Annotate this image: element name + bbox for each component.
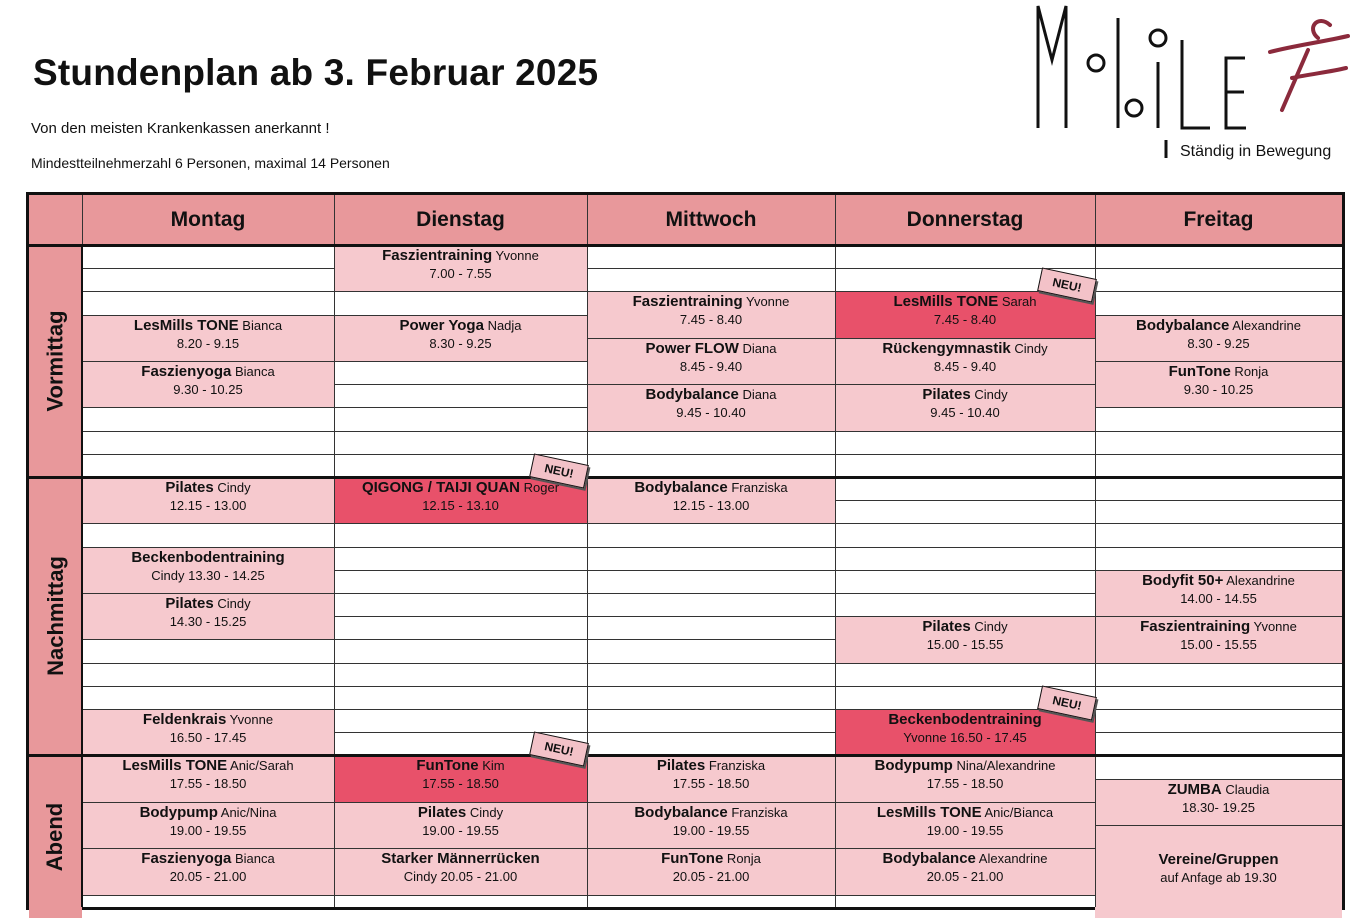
slot-divider bbox=[587, 709, 835, 710]
class-time: 17.55 - 18.50 bbox=[926, 776, 1004, 792]
day-header-donnerstag: Donnerstag bbox=[835, 195, 1095, 245]
class-name: Pilates bbox=[417, 803, 467, 821]
class-trainer: Yvonne bbox=[742, 294, 790, 310]
page-title: Stundenplan ab 3. Februar 2025 bbox=[33, 52, 599, 93]
class-trainer: Franziska bbox=[727, 480, 788, 495]
class-name: Faszienyoga bbox=[141, 363, 232, 380]
slot-divider bbox=[1095, 523, 1342, 524]
class-trainer: Alexandrine bbox=[975, 851, 1048, 867]
class-cell bbox=[587, 338, 835, 384]
class-title-line bbox=[1095, 851, 1342, 869]
header-corner bbox=[29, 195, 82, 245]
slot-divider bbox=[587, 384, 835, 385]
class-time: 9.45 - 10.40 bbox=[930, 405, 1000, 421]
class-name: Pilates bbox=[922, 618, 971, 636]
class-title-line bbox=[1095, 618, 1342, 636]
slot-divider bbox=[835, 500, 1095, 501]
class-time: 8.20 - 9.15 bbox=[176, 335, 240, 351]
class-title-line bbox=[835, 850, 1095, 868]
slot-divider bbox=[82, 663, 334, 664]
slot-divider bbox=[835, 338, 1095, 339]
class-time: 12.15 - 13.10 bbox=[422, 498, 499, 513]
class-trainer: Sarah bbox=[998, 294, 1037, 310]
slot-divider bbox=[82, 361, 334, 362]
slot-divider bbox=[82, 802, 334, 803]
class-time: auf Anfage ab 19.30 bbox=[1160, 870, 1277, 885]
class-trainer: Cindy bbox=[1010, 340, 1048, 356]
class-trainer: Yvonne bbox=[226, 712, 274, 727]
slot-divider bbox=[835, 570, 1095, 571]
class-time: 8.30 - 9.25 bbox=[429, 335, 492, 351]
slot-divider bbox=[1095, 825, 1342, 826]
class-name: Bodypump bbox=[874, 757, 953, 775]
slot-divider bbox=[587, 523, 835, 524]
slot-divider bbox=[587, 639, 835, 640]
column-divider bbox=[587, 195, 588, 907]
class-trainer: Yvonne bbox=[1250, 619, 1297, 635]
class-cell bbox=[835, 384, 1095, 430]
class-cell bbox=[334, 477, 587, 523]
class-cell bbox=[587, 848, 835, 894]
slot-divider bbox=[334, 848, 587, 849]
class-cell bbox=[82, 593, 334, 639]
period-label-vormittag bbox=[29, 245, 82, 477]
class-trainer: Cindy bbox=[213, 596, 251, 611]
class-trainer: Nadja bbox=[483, 317, 522, 333]
slot-divider bbox=[82, 593, 334, 594]
class-trainer: Cindy bbox=[970, 619, 1008, 635]
slot-divider bbox=[334, 454, 587, 455]
slot-divider bbox=[835, 593, 1095, 594]
class-cell bbox=[334, 315, 587, 361]
class-trainer: Diana bbox=[738, 340, 777, 356]
slot-divider bbox=[835, 802, 1095, 803]
period-divider bbox=[29, 244, 1342, 247]
class-cell bbox=[835, 848, 1095, 894]
class-time: 20.05 - 21.00 bbox=[169, 869, 247, 885]
class-time: 9.30 - 10.25 bbox=[173, 382, 243, 397]
logo-tagline: Ständig in Bewegung bbox=[1180, 143, 1332, 160]
class-cell bbox=[587, 291, 835, 337]
slot-divider bbox=[1095, 547, 1342, 548]
slot-divider bbox=[835, 616, 1095, 617]
class-trainer: Anic/Sarah bbox=[227, 758, 294, 774]
period-label-abend bbox=[29, 755, 82, 917]
class-cell bbox=[82, 361, 334, 407]
slot-divider bbox=[835, 663, 1095, 664]
slot-divider bbox=[334, 407, 587, 408]
class-trainer: Franziska bbox=[727, 804, 788, 820]
class-cell bbox=[835, 616, 1095, 662]
class-title-line bbox=[587, 757, 835, 775]
class-title-line bbox=[835, 804, 1095, 822]
period-text: Nachmittag bbox=[42, 556, 68, 677]
class-title-line bbox=[835, 293, 1095, 311]
class-title-line bbox=[334, 479, 587, 497]
class-time: 19.00 - 19.55 bbox=[926, 822, 1004, 838]
slot-divider bbox=[835, 523, 1095, 524]
class-time: 19.00 - 19.55 bbox=[422, 822, 499, 838]
slot-divider bbox=[82, 895, 334, 896]
slot-divider bbox=[82, 686, 334, 687]
slot-divider bbox=[835, 268, 1095, 269]
class-time: 8.45 - 9.40 bbox=[679, 358, 743, 374]
class-trainer: Cindy bbox=[466, 804, 504, 820]
class-cell bbox=[334, 802, 587, 848]
class-trainer: Alexandrine bbox=[1229, 317, 1301, 333]
class-name: Power Yoga bbox=[399, 316, 484, 334]
class-name: Bodypump bbox=[139, 803, 218, 821]
class-name: Pilates bbox=[165, 479, 214, 496]
class-name: Beckenbodentraining bbox=[888, 711, 1042, 728]
class-cell bbox=[82, 315, 334, 361]
class-name: Feldenkrais bbox=[142, 711, 227, 728]
class-time: Cindy 20.05 - 21.00 bbox=[403, 869, 518, 885]
slot-divider bbox=[334, 732, 587, 733]
slot-divider bbox=[835, 547, 1095, 548]
slot-divider bbox=[1095, 431, 1342, 432]
slot-divider bbox=[587, 686, 835, 687]
class-time: 7.00 - 7.55 bbox=[429, 266, 492, 281]
slot-divider bbox=[82, 454, 334, 455]
class-name: Bodybalance bbox=[1136, 316, 1230, 334]
slot-divider bbox=[334, 895, 587, 896]
class-cell bbox=[835, 802, 1095, 848]
class-time: 17.55 - 18.50 bbox=[672, 776, 750, 792]
class-name: FunTone bbox=[416, 757, 479, 775]
class-time: 9.30 - 10.25 bbox=[1183, 382, 1254, 397]
slot-divider bbox=[587, 454, 835, 455]
class-trainer: Anic/Nina bbox=[217, 804, 277, 820]
slot-divider bbox=[334, 315, 587, 316]
new-badge: NEU! bbox=[1037, 268, 1097, 303]
slot-divider bbox=[587, 895, 835, 896]
class-time: 14.00 - 14.55 bbox=[1180, 590, 1257, 606]
class-cell bbox=[587, 755, 835, 801]
class-cell bbox=[1095, 361, 1342, 407]
class-cell bbox=[82, 755, 334, 801]
slot-divider bbox=[587, 547, 835, 548]
class-time: 15.00 - 15.55 bbox=[1180, 637, 1257, 653]
class-trainer: Roger bbox=[520, 480, 560, 495]
class-title-line bbox=[835, 757, 1095, 775]
column-divider bbox=[835, 195, 836, 907]
day-header-mittwoch: Mittwoch bbox=[587, 195, 835, 245]
slot-divider bbox=[1095, 570, 1342, 571]
class-trainer: Franziska bbox=[705, 758, 766, 774]
slot-divider bbox=[835, 848, 1095, 849]
class-title-line bbox=[82, 804, 334, 822]
slot-divider bbox=[334, 709, 587, 710]
class-title-line bbox=[82, 711, 334, 729]
slot-divider bbox=[1095, 268, 1342, 269]
class-cell bbox=[82, 802, 334, 848]
slot-divider bbox=[82, 709, 334, 710]
class-title-line bbox=[1095, 781, 1342, 799]
period-divider bbox=[29, 476, 1342, 479]
class-name: FunTone bbox=[661, 850, 724, 868]
slot-divider bbox=[1095, 454, 1342, 455]
class-cell bbox=[1095, 779, 1342, 825]
class-title-line bbox=[1095, 363, 1342, 381]
class-trainer: Ronja bbox=[723, 851, 761, 867]
slot-divider bbox=[587, 268, 835, 269]
slot-divider bbox=[1095, 616, 1342, 617]
class-cell bbox=[334, 245, 587, 291]
class-title-line bbox=[82, 595, 334, 613]
slot-divider bbox=[1095, 686, 1342, 687]
class-cell bbox=[82, 709, 334, 755]
class-trainer: Cindy bbox=[213, 480, 251, 495]
class-title-line bbox=[835, 711, 1095, 729]
class-title-line bbox=[1095, 572, 1342, 590]
class-time: Cindy 13.30 - 14.25 bbox=[151, 567, 265, 583]
slot-divider bbox=[1095, 732, 1342, 733]
slot-divider bbox=[82, 523, 334, 524]
class-title-line bbox=[835, 618, 1095, 636]
class-title-line bbox=[587, 804, 835, 822]
class-time: 18.30- 19.25 bbox=[1181, 799, 1255, 815]
slot-divider bbox=[587, 802, 835, 803]
class-title-line bbox=[82, 757, 334, 775]
class-title-line bbox=[835, 340, 1095, 358]
day-header-montag: Montag bbox=[82, 195, 334, 245]
label-column-divider bbox=[81, 245, 83, 907]
slot-divider bbox=[587, 616, 835, 617]
class-title-line bbox=[82, 317, 334, 335]
class-trainer: Yvonne bbox=[492, 248, 539, 263]
class-time: 17.55 - 18.50 bbox=[422, 776, 499, 792]
class-cell bbox=[587, 384, 835, 430]
class-time: 17.55 - 18.50 bbox=[169, 776, 247, 792]
slot-divider bbox=[587, 338, 835, 339]
class-time: 16.50 - 17.45 bbox=[169, 730, 247, 745]
slot-divider bbox=[334, 663, 587, 664]
class-name: LesMills TONE bbox=[893, 293, 999, 311]
class-time: 12.15 - 13.00 bbox=[169, 498, 247, 513]
subtitle-insurance: Von den meisten Krankenkassen anerkannt ! bbox=[31, 120, 330, 137]
class-title-line bbox=[587, 340, 835, 358]
class-name: Vereine/Gruppen bbox=[1158, 851, 1279, 868]
new-badge: NEU! bbox=[529, 732, 589, 767]
class-trainer: Bianca bbox=[231, 851, 275, 867]
slot-divider bbox=[334, 686, 587, 687]
slot-divider bbox=[334, 802, 587, 803]
class-time: 7.45 - 8.40 bbox=[679, 312, 743, 328]
class-name: Pilates bbox=[656, 757, 706, 775]
slot-divider bbox=[587, 570, 835, 571]
class-name: Faszientraining bbox=[1140, 618, 1251, 636]
slot-divider bbox=[334, 523, 587, 524]
class-time: 8.30 - 9.25 bbox=[1187, 335, 1250, 351]
class-name: Rückengymnastik bbox=[882, 339, 1011, 357]
class-name: LesMills TONE bbox=[133, 316, 239, 334]
slot-divider bbox=[82, 291, 334, 292]
slot-divider bbox=[587, 431, 835, 432]
class-cell bbox=[835, 755, 1095, 801]
class-title-line bbox=[82, 850, 334, 868]
class-time: 15.00 - 15.55 bbox=[926, 637, 1004, 653]
slot-divider bbox=[835, 895, 1095, 896]
slot-divider bbox=[1095, 663, 1342, 664]
class-title-line bbox=[334, 804, 587, 822]
class-cell bbox=[835, 709, 1095, 755]
class-name: ZUMBA bbox=[1167, 780, 1222, 798]
column-divider bbox=[1095, 195, 1096, 907]
class-cell bbox=[1095, 570, 1342, 616]
class-title-line bbox=[587, 293, 835, 311]
class-title-line bbox=[835, 386, 1095, 404]
period-label-nachmittag bbox=[29, 477, 82, 755]
class-trainer: Kim bbox=[478, 758, 505, 774]
class-name: Bodybalance bbox=[645, 386, 739, 404]
class-time: 19.00 - 19.55 bbox=[672, 822, 750, 838]
slot-divider bbox=[334, 639, 587, 640]
slot-divider bbox=[82, 268, 334, 269]
slot-divider bbox=[334, 570, 587, 571]
class-trainer: Alexandrine bbox=[1223, 572, 1295, 588]
class-trainer: Bianca bbox=[238, 317, 283, 333]
slot-divider bbox=[334, 431, 587, 432]
slot-divider bbox=[587, 291, 835, 292]
slot-divider bbox=[334, 547, 587, 548]
slot-divider bbox=[835, 384, 1095, 385]
new-badge: NEU! bbox=[1037, 685, 1097, 720]
class-trainer: Anic/Bianca bbox=[981, 804, 1054, 820]
class-time: 8.45 - 9.40 bbox=[933, 358, 997, 374]
new-badge: NEU! bbox=[529, 453, 589, 488]
slot-divider bbox=[835, 431, 1095, 432]
class-name: Faszientraining bbox=[632, 293, 743, 311]
class-name: Faszienyoga bbox=[141, 850, 232, 868]
class-title-line bbox=[587, 386, 835, 404]
class-title-line bbox=[82, 549, 334, 567]
slot-divider bbox=[1095, 315, 1342, 316]
class-trainer: Nina/Alexandrine bbox=[952, 758, 1056, 774]
class-cell bbox=[835, 291, 1095, 337]
slot-divider bbox=[82, 848, 334, 849]
class-name: Pilates bbox=[165, 595, 214, 612]
day-header-dienstag: Dienstag bbox=[334, 195, 587, 245]
class-time: 9.45 - 10.40 bbox=[676, 405, 746, 421]
slot-divider bbox=[835, 686, 1095, 687]
class-name: FunTone bbox=[1168, 363, 1231, 380]
class-name: Bodybalance bbox=[882, 850, 976, 868]
class-trainer: Claudia bbox=[1221, 781, 1270, 797]
slot-divider bbox=[82, 315, 334, 316]
column-divider bbox=[334, 195, 335, 907]
class-title-line bbox=[82, 479, 334, 497]
slot-divider bbox=[587, 848, 835, 849]
slot-divider bbox=[587, 732, 835, 733]
class-time: 20.05 - 21.00 bbox=[672, 869, 750, 885]
class-title-line bbox=[1095, 317, 1342, 335]
slot-divider bbox=[1095, 291, 1342, 292]
class-name: Bodyfit 50+ bbox=[1142, 571, 1224, 589]
slot-divider bbox=[587, 663, 835, 664]
class-title-line bbox=[334, 757, 587, 775]
slot-divider bbox=[334, 384, 587, 385]
class-cell bbox=[82, 547, 334, 593]
class-trainer: Cindy bbox=[970, 387, 1008, 403]
class-name: LesMills TONE bbox=[876, 803, 982, 821]
subtitle-participants: Mindestteilnehmerzahl 6 Personen, maximal 14 Personen bbox=[31, 155, 390, 171]
period-text: Vormittag bbox=[42, 310, 68, 412]
class-time: 19.00 - 19.55 bbox=[169, 822, 247, 838]
class-title-line bbox=[587, 850, 835, 868]
period-divider bbox=[29, 754, 1342, 757]
class-time: 14.30 - 15.25 bbox=[169, 614, 247, 629]
class-cell bbox=[835, 338, 1095, 384]
class-cell bbox=[82, 848, 334, 894]
class-cell bbox=[1095, 315, 1342, 361]
class-title-line bbox=[82, 363, 334, 381]
slot-divider bbox=[334, 593, 587, 594]
period-text: Abend bbox=[42, 802, 68, 871]
class-time: Yvonne 16.50 - 17.45 bbox=[903, 730, 1027, 745]
slot-divider bbox=[835, 454, 1095, 455]
slot-divider bbox=[334, 361, 587, 362]
slot-divider bbox=[334, 616, 587, 617]
class-name: Bodybalance bbox=[634, 479, 728, 496]
class-name: Pilates bbox=[922, 386, 971, 404]
slot-divider bbox=[334, 291, 587, 292]
class-name: Power FLOW bbox=[645, 339, 739, 357]
slot-divider bbox=[1095, 361, 1342, 362]
class-cell bbox=[334, 755, 587, 801]
class-trainer: Ronja bbox=[1230, 364, 1269, 379]
slot-divider bbox=[1095, 500, 1342, 501]
class-title-line bbox=[587, 479, 835, 497]
class-name: Faszientraining bbox=[382, 247, 493, 264]
class-cell bbox=[587, 802, 835, 848]
class-trainer: Diana bbox=[738, 387, 777, 403]
slot-divider bbox=[82, 639, 334, 640]
slot-divider bbox=[1095, 407, 1342, 408]
class-time: 12.15 - 13.00 bbox=[672, 498, 750, 513]
day-header-freitag: Freitag bbox=[1095, 195, 1342, 245]
class-name: LesMills TONE bbox=[122, 757, 228, 775]
class-cell bbox=[334, 848, 587, 894]
schedule-grid bbox=[26, 192, 1345, 910]
class-title-line bbox=[334, 850, 587, 868]
class-name: QIGONG / TAIJI QUAN bbox=[361, 479, 521, 496]
class-cell bbox=[1095, 825, 1342, 918]
class-title-line bbox=[334, 247, 587, 265]
slot-divider bbox=[82, 431, 334, 432]
class-name: Beckenbodentraining bbox=[131, 548, 285, 566]
class-name: Starker Männerrücken bbox=[381, 850, 540, 868]
class-title-line bbox=[334, 317, 587, 335]
class-cell bbox=[587, 477, 835, 523]
class-cell bbox=[82, 477, 334, 523]
slot-divider bbox=[587, 593, 835, 594]
slot-divider bbox=[82, 407, 334, 408]
slot-divider bbox=[82, 547, 334, 548]
class-time: 20.05 - 21.00 bbox=[926, 869, 1004, 885]
class-name: Bodybalance bbox=[634, 803, 728, 821]
slot-divider bbox=[1095, 709, 1342, 710]
class-trainer: Bianca bbox=[231, 364, 275, 379]
class-time: 7.45 - 8.40 bbox=[933, 312, 997, 328]
class-cell bbox=[1095, 616, 1342, 662]
slot-divider bbox=[1095, 779, 1342, 780]
